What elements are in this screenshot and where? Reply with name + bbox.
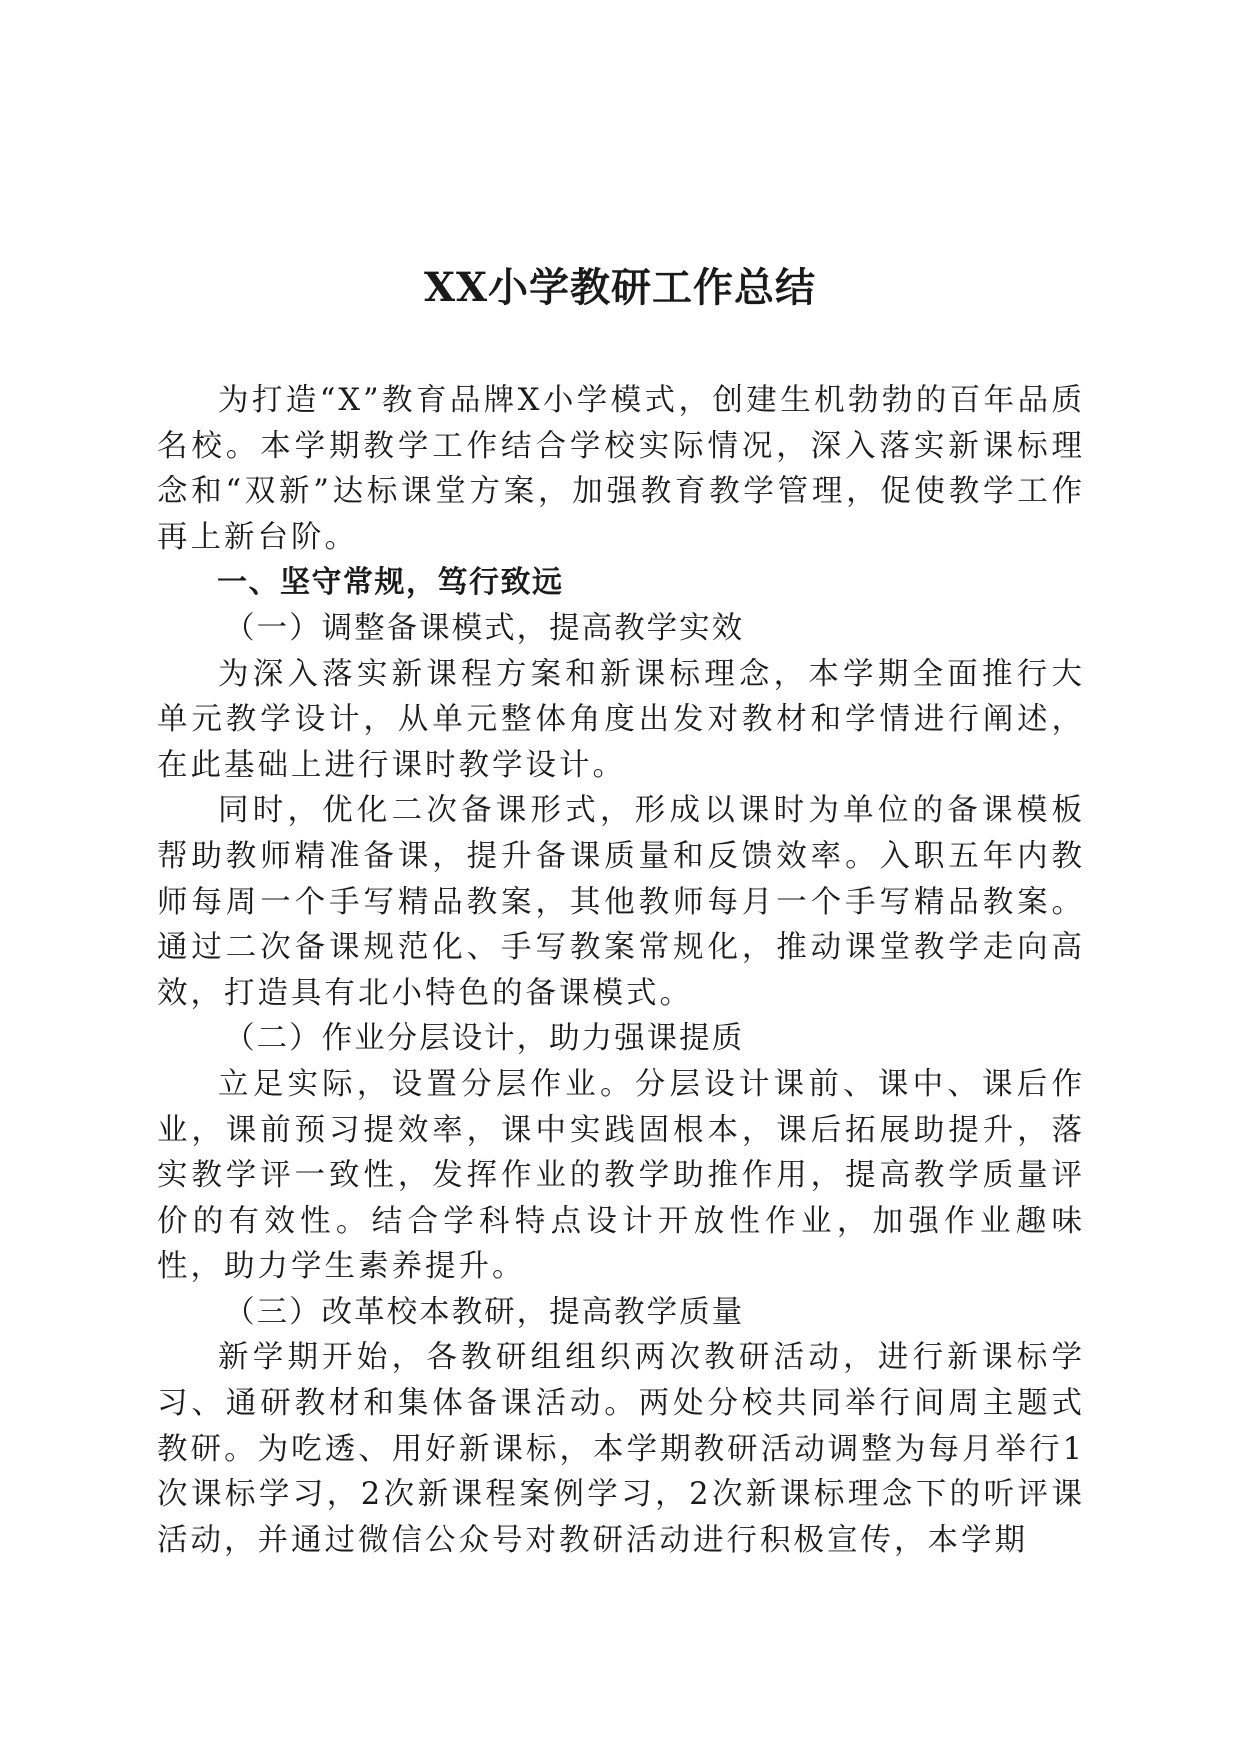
subsection-heading-1: （一）调整备课模式，提高教学实效 [224, 610, 745, 646]
intro-paragraph: 为打造“X”教育品牌X小学模式，创建生机勃勃的百年品质名校。本学期教学工作结合学校实际情况，深入落实新课标理念和“双新”达标课堂方案，加强教育教学管理，促使教学工作再上新台阶。 [157, 383, 1085, 555]
paragraph: 为深入落实新课程方案和新课标理念，本学期全面推行大单元教学设计，从单元整体角度出发对教材和学情进行阐述，在此基础上进行课时教学设计。 [157, 656, 1085, 783]
subsection-heading-2: （二）作业分层设计，助力强课提质 [224, 1021, 745, 1057]
paragraph: 新学期开始，各教研组组织两次教研活动，进行新课标学习、通研教材和集体备课活动。两处分校共同举行间周主题式教研。为吃透、用好新课标，本学期教研活动调整为每月举行1次课标学习，2次新课程案例学习，2次新课标理念下的听评课活动，并通过微信公众号对教研活动进行积极宣传，本学期 [157, 1340, 1085, 1558]
document-body [157, 378, 1085, 1563]
subsection-heading-3: （三）改革校本教研，提高教学质量 [224, 1294, 745, 1330]
paragraph: 立足实际，设置分层作业。分层设计课前、课中、课后作业，课前预习提效率，课中实践固根本，课后拓展助提升，落实教学评一致性，发挥作业的教学助推作用，提高教学质量评价的有效性。结合学科特点设计开放性作业，加强作业趣味性，助力学生素养提升。 [157, 1066, 1085, 1285]
document-title: XX小学教研工作总结 [423, 264, 817, 311]
section-heading-1: 一、坚守常规，笃行致远 [217, 565, 564, 601]
paragraph: 同时，优化二次备课形式，形成以课时为单位的备课模板帮助教师精准备课，提升备课质量和反馈效率。入职五年内教师每周一个手写精品教案，其他教师每月一个手写精品教案。通过二次备课规范化、手写教案常规化，推动课堂教学走向高效，打造具有北小特色的备课模式。 [157, 793, 1085, 1011]
